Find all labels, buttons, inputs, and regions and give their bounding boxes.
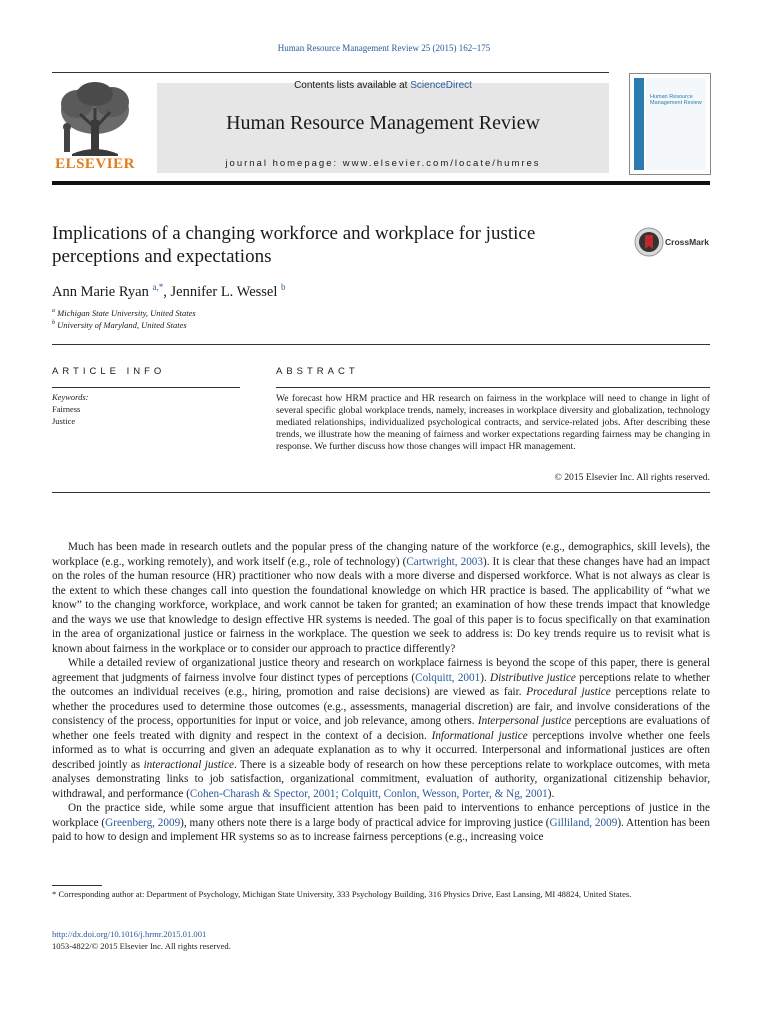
body-paragraph — [52, 540, 710, 656]
body-text-run: ). — [480, 671, 490, 684]
article-info-rule — [52, 387, 240, 388]
crossmark-badge[interactable] — [634, 227, 714, 257]
corresponding-author-footnote: * Corresponding author at: Department of Psychology, Michigan State University, 333 Psychology Building, 316 Physics Drive, East Lansing, MI 48824, United States. — [52, 889, 632, 899]
affiliation-text: Michigan State University, United States — [57, 308, 196, 318]
body-text-run: perceptions relate to whether the procedures used to determine those outcomes (e.g., assessments, managerial discretion) are fair, and involve considerations of the consistency of the process, opportunities for input or voice, and job relevance, among others. — [52, 686, 711, 727]
body-paragraph — [52, 801, 710, 845]
author-name[interactable]: Jennifer L. Wessel — [170, 283, 278, 300]
section-rule — [52, 344, 710, 345]
sciencedirect-link[interactable]: ScienceDirect — [410, 80, 472, 91]
affiliation-mark: b — [52, 320, 55, 327]
article-info-heading: ARTICLE INFO — [52, 366, 166, 377]
body-text-run: . There is a sizeable body of research on how these perceptions relate to workplace outcomes, with meta analyses demonstrating links to job satisfaction, organizational commitment, evaluation of authority, organizational citizenship behavior, withdrawal, and performance ( — [52, 758, 710, 800]
affiliation-text: University of Maryland, United States — [57, 320, 187, 330]
footnote-rule — [52, 885, 102, 886]
affiliation-b — [52, 320, 187, 330]
cover-strip — [634, 78, 644, 170]
header-top-rule — [52, 72, 609, 73]
body-text-run: ). — [547, 787, 555, 800]
contents-available — [157, 80, 609, 91]
author-separator: , — [163, 283, 171, 300]
cover-title: Human Resource Management Review — [650, 94, 702, 107]
body-text-run: Much has been made in research outlets and the popular press of the changing nature of the workforce (e.g., demographics, skill levels), the workplace (e.g., working remotely), and work itself (e.g., role of technology) ( — [52, 541, 710, 568]
journal-title: Human Resource Management Review — [226, 112, 540, 134]
abstract-heading: ABSTRACT — [276, 366, 359, 377]
keyword-item: Justice — [52, 416, 76, 426]
abstract-bottom-rule — [52, 492, 710, 493]
abstract-rule — [276, 387, 710, 388]
citation-link[interactable]: Cartwright, 2003 — [406, 555, 483, 568]
author-list — [52, 282, 286, 301]
body-text-run: perceptions involve whether one feels informed as to what is occurring and given an adequate explanation as to why it occurred. Interpersonal and informational justices are often described jointly as — [52, 729, 711, 771]
abstract-text: We forecast how HRM practice and HR research on fairness in the workplace will need to change in light of several specific global workplace trends, namely, increases in workplace diversity and globalization, technology mediated relationships, individualized psychological contracts, and service-related jobs. After describing these trends, we illustrate how the meaning of fairness and worker expectations regarding fairness may be changing in response. We further discuss how those changes will impact HR management. — [276, 393, 710, 453]
body-paragraph — [52, 656, 710, 801]
citation-link[interactable]: Cohen-Charash & Spector, 2001; Colquitt, Conlon, Wesson, Porter, & Ng, 2001 — [189, 787, 548, 800]
article-body — [52, 540, 710, 845]
keyword-item: Fairness — [52, 404, 81, 414]
body-text-run: ). It is clear that these changes have had an impact on the roles of the human resource (HR) practitioner who now deals with a more diverse and dispersed workforce. What is not always as clear is the extent to which these changes call into question the foundational knowledge on which HR practice is based. The applicability of “what we know” to the changing workforce, workplace, and work cannot be taken for granted; an examination of how these trends impact that knowledge and the ways we use that knowledge to design effective HR systems is needed. The goal of this paper is to focus specifically on that examination in the area of organizational justice or fairness in the workplace. The question we seek to address is: Do key trends require us to revisit what is known about fairness in the workplace or to consider our approach to practice differently? — [52, 555, 710, 655]
author-name[interactable]: Ann Marie Ryan — [52, 283, 149, 300]
body-text-run: perceptions relate to whether the outcomes an individual receives (e.g., hiring, promotion and raise decisions) are viewed as fair. — [52, 671, 710, 698]
elsevier-wordmark: ELSEVIER — [55, 156, 135, 172]
citation-link[interactable]: Colquitt, 2001 — [415, 671, 481, 684]
journal-citation-link[interactable]: Human Resource Management Review 25 (2015) 162–175 — [277, 43, 491, 53]
cover-inner — [646, 78, 706, 170]
contents-prefix: Contents lists available at — [294, 80, 411, 91]
abstract-copyright: © 2015 Elsevier Inc. All rights reserved. — [554, 472, 710, 483]
article-title: Implications of a changing workforce and workplace for justice perceptions and expectations — [52, 223, 536, 267]
italic-term: Procedural justice — [526, 686, 611, 698]
author-affil-mark[interactable]: b — [281, 282, 286, 292]
citation-link[interactable]: Gilliland, 2009 — [549, 816, 618, 829]
keywords-label: Keywords: — [52, 392, 89, 402]
italic-term: Distributive justice — [489, 671, 576, 684]
body-text-run: ). Attention has been paid to how to design and implement HR systems so as to increase fairness perceptions (e.g., increasing voice — [52, 816, 710, 843]
issn-copyright: 1053-4822/© 2015 Elsevier Inc. All rights reserved. — [52, 941, 231, 951]
crossmark-label: CrossMark — [665, 237, 709, 247]
affiliation-mark: a — [52, 308, 55, 315]
author-affil-mark[interactable]: a,* — [152, 282, 164, 292]
header-bottom-rule — [52, 181, 710, 185]
journal-homepage-link[interactable]: journal homepage: www.elsevier.com/locate/humres — [225, 158, 541, 169]
affiliation-a — [52, 308, 196, 318]
crossmark-icon — [634, 227, 664, 257]
journal-cover-thumbnail — [629, 73, 711, 175]
body-text-run: perceptions are evaluations of whether one feels treated with dignity and respect in the context of a decision. — [52, 715, 711, 742]
italic-term: interactional justice — [143, 758, 234, 771]
citation-link[interactable]: Greenberg, 2009 — [105, 816, 181, 829]
body-text-run: ), many others note there is a large body of practical advice for improving justice ( — [180, 816, 550, 829]
body-text-run: While a detailed review of organizational justice theory and research on workplace fairness is beyond the scope of this paper, there is general agreement that judgments of fairness involve four distinct types of perceptions ( — [52, 657, 710, 684]
italic-term: Informational justice — [431, 729, 528, 742]
doi-link[interactable]: http://dx.doi.org/10.1016/j.hrmr.2015.01.001 — [52, 929, 207, 939]
body-text-run: On the practice side, while some argue that insufficient attention has been paid to interventions to enhance perceptions of justice in the workplace ( — [52, 802, 710, 829]
italic-term: Interpersonal justice — [477, 715, 572, 727]
